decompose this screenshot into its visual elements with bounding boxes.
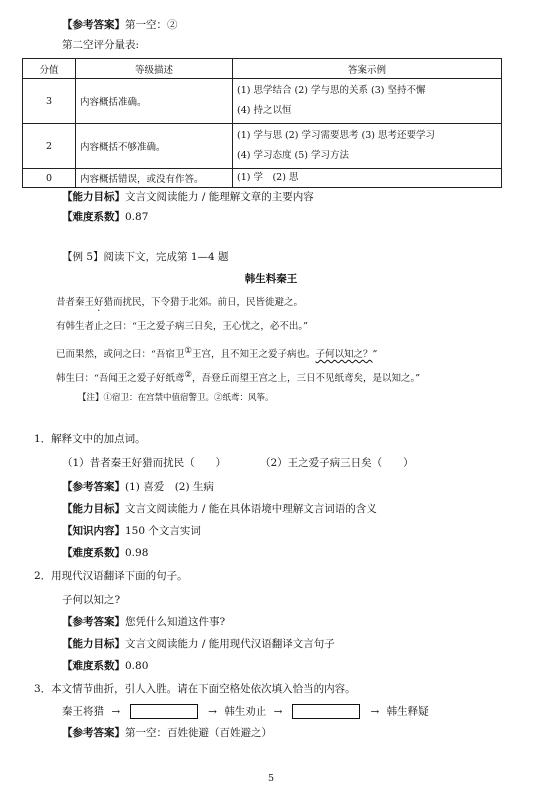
flow-step: 韩生劝止 xyxy=(224,705,267,718)
q2-difficulty-line xyxy=(62,659,148,673)
text-span: ，吾登丘而望王宫之上，三日不见纸鸢矣，是以知之。” xyxy=(191,373,421,385)
difficulty-tag: 【难度系数】 xyxy=(62,211,125,223)
ability-text: 文言文阅读能力 / 能在具体语境中理解文言词语的含义 xyxy=(125,503,377,515)
question-1-item-1: （1）昔者秦王好猎而扰民（ ） xyxy=(62,457,227,469)
scoring-table xyxy=(22,58,502,188)
difficulty-tag: 【难度系数】 xyxy=(62,547,125,559)
table-title: 第二空评分量表: xyxy=(62,39,140,51)
q3-answer-line xyxy=(62,726,272,740)
arrow-icon: → xyxy=(208,705,217,718)
wavy-underlined-sentence: 子何以知之？ xyxy=(315,349,373,361)
difficulty-text: 0.87 xyxy=(125,211,149,223)
answer-text: (1) 喜爱 (2) 生病 xyxy=(125,481,214,493)
row-desc: 内容概括准确。 xyxy=(76,79,233,124)
passage-para-1 xyxy=(56,296,303,314)
row-score: 2 xyxy=(23,124,76,169)
answer-line xyxy=(62,18,178,32)
example-line: (1) 思学结合 (2) 学与思的关系 (3) 坚持不懈 xyxy=(237,85,426,96)
knowledge-text: 150 个文言实词 xyxy=(125,525,201,537)
knowledge-tag: 【知识内容】 xyxy=(62,525,125,537)
difficulty-text: 0.80 xyxy=(125,660,149,672)
page-number: 5 xyxy=(267,773,275,784)
example-line: (1) 学 (2) 思 xyxy=(237,172,299,183)
table-row xyxy=(23,124,502,169)
example-heading: 【例 5】阅读下文，完成第 1—4 题 xyxy=(62,251,229,263)
passage-para-2: 有韩生者止之曰：“王之爱子病三日矣，王心忧之，必不出。” xyxy=(56,321,308,332)
example-line: (1) 学与思 (2) 学习需要思考 (3) 思考还要学习 xyxy=(237,130,435,141)
answer-tag: 【参考答案】 xyxy=(62,481,125,493)
header-desc: 等级描述 xyxy=(76,59,233,79)
header-score: 分值 xyxy=(23,59,76,79)
question-1-title: 1．解释文中的加点词。 xyxy=(34,433,146,445)
example-line: (4) 学习态度 (5) 学习方法 xyxy=(237,150,349,161)
answer-tag: 【参考答案】 xyxy=(62,19,125,31)
header-examples: 答案示例 xyxy=(233,59,502,79)
text-span: ” xyxy=(372,349,378,361)
example-line: (4) 持之以恒 xyxy=(237,105,292,116)
q1-knowledge-line xyxy=(62,524,201,538)
row-examples xyxy=(233,124,502,169)
row-desc: 内容概括不够准确。 xyxy=(76,124,233,169)
q1-answer-line xyxy=(62,480,214,494)
question-3-title: 3．本文情节曲折，引人入胜。请在下面空格处依次填入恰当的内容。 xyxy=(34,683,356,695)
q1-ability-line xyxy=(62,502,377,516)
ability-text: 文言文阅读能力 / 能理解文章的主要内容 xyxy=(125,191,314,203)
blank-box[interactable] xyxy=(292,704,360,719)
flow-step: 韩生释疑 xyxy=(386,705,429,718)
footnote-marker: ② xyxy=(184,370,192,380)
q1-difficulty-line xyxy=(62,546,148,560)
difficulty-tag: 【难度系数】 xyxy=(62,660,125,672)
ability-tag: 【能力目标】 xyxy=(62,638,125,650)
row-examples xyxy=(233,169,502,188)
passage-para-4 xyxy=(56,368,420,386)
arrow-icon: → xyxy=(273,705,283,718)
ability-tag: 【能力目标】 xyxy=(62,503,125,515)
difficulty-text: 0.98 xyxy=(125,547,149,559)
row-desc: 内容概括错误，或没有作答。 xyxy=(76,169,233,188)
text-span: 韩生曰：“吾闻王之爱子好纸鸢 xyxy=(56,373,185,385)
difficulty-line xyxy=(62,210,148,224)
table-row xyxy=(23,79,502,124)
ability-line xyxy=(62,190,314,204)
answer-tag: 【参考答案】 xyxy=(62,616,125,628)
passage-note: 【注】①宿卫：在宫禁中值宿警卫。②纸鸢：风筝。 xyxy=(78,393,274,403)
answer-text: 第一空：② xyxy=(125,19,178,31)
answer-tag: 【参考答案】 xyxy=(62,727,125,739)
question-2-sentence: 子何以知之? xyxy=(62,594,121,606)
footnote-marker: ① xyxy=(184,346,192,356)
blank-box[interactable] xyxy=(130,704,198,719)
row-score: 0 xyxy=(23,169,76,188)
arrow-icon: → xyxy=(111,705,121,718)
text-span: 已而果然，或问之曰：“吾宿卫 xyxy=(56,349,185,361)
text-span: 猎而扰民，下令猎于北郊。前日，民皆徙避之。 xyxy=(103,297,304,308)
q2-ability-line xyxy=(62,637,335,651)
text-span: 昔者秦王 xyxy=(56,297,95,308)
passage-title: 韩生料秦王 xyxy=(244,273,298,285)
arrow-icon: → xyxy=(370,705,380,718)
question-1-item-2: （2）王之爱子病三日矣（ ） xyxy=(260,457,414,469)
table-header-row xyxy=(23,59,502,79)
text-span: 王宫，且不知王之爱子病也。 xyxy=(191,349,316,361)
table-row xyxy=(23,169,502,188)
flow-step: 秦王将猎 xyxy=(62,705,104,718)
answer-text: 您凭什么知道这件事? xyxy=(125,616,226,628)
passage-para-3 xyxy=(56,344,377,362)
q2-answer-line xyxy=(62,615,225,629)
answer-text: 第一空：百姓徙避（百姓避之） xyxy=(125,727,272,739)
ability-tag: 【能力目标】 xyxy=(62,191,125,203)
question-2-title: 2．用现代汉语翻译下面的句子。 xyxy=(34,570,188,582)
flow-line xyxy=(62,704,429,719)
row-examples xyxy=(233,79,502,124)
row-score: 3 xyxy=(23,79,76,124)
ability-text: 文言文阅读能力 / 能用现代汉语翻译文言句子 xyxy=(125,638,335,650)
dotted-word: 好 xyxy=(94,297,104,308)
